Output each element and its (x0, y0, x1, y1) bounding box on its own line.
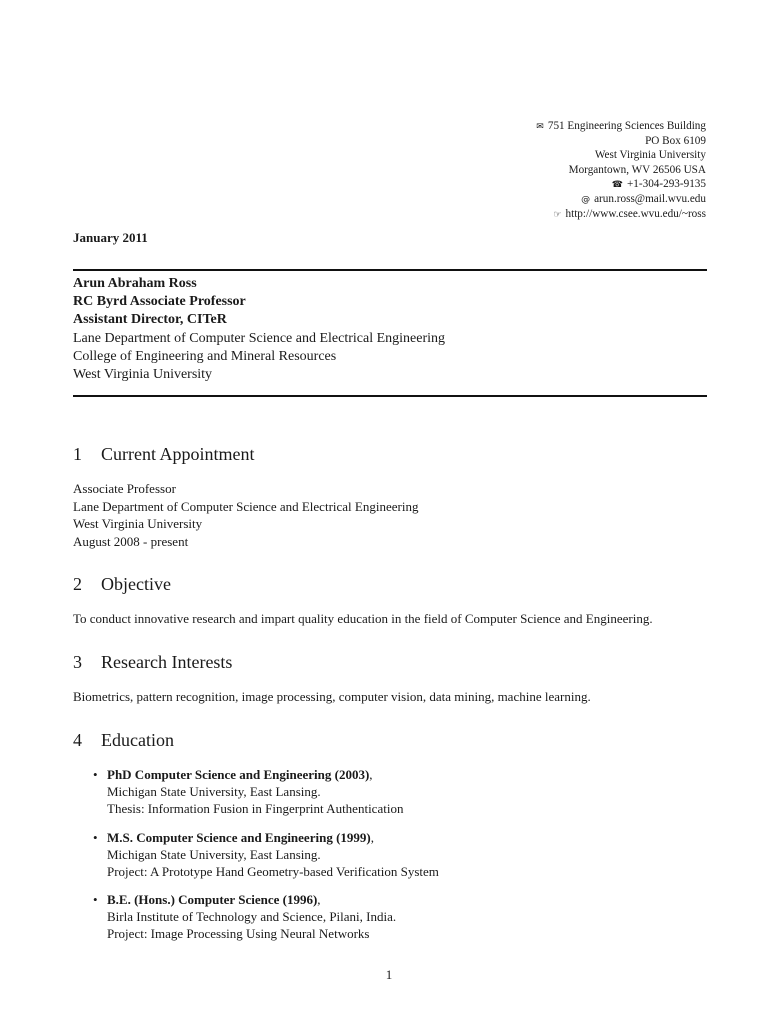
person-college: College of Engineering and Mineral Resources (73, 348, 337, 364)
section-title: Current Appointment (101, 444, 255, 464)
envelope-icon: ✉ (536, 122, 544, 132)
education-item: • M.S. Computer Science and Engineering (1999), Michigan State University, East Lansing. Project: A Prototype Hand Geometry-based Verification System (93, 829, 693, 881)
address-phone: +1-304-293-9135 (626, 177, 706, 190)
degree: M.S. Computer Science and Engineering (1999) (107, 830, 371, 845)
person-university: West Virginia University (73, 367, 213, 383)
current-appointment-body (73, 480, 418, 550)
address-building-line (536, 119, 706, 134)
contact-address-block (536, 119, 706, 222)
thesis-detail: Thesis: Information Fusion in Fingerprint Authentication (107, 801, 404, 817)
section-heading-research-interests (73, 652, 232, 673)
section-number: 2 (73, 574, 82, 594)
project-detail: Project: Image Processing Using Neural Networks (107, 926, 370, 942)
appointment-line: Associate Professor (73, 481, 176, 496)
address-city: Morgantown, WV 26506 USA (568, 163, 706, 176)
bottom-divider (73, 395, 707, 397)
address-website[interactable]: http://www.csee.wvu.edu/~ross (565, 208, 706, 221)
document-date: January 2011 (73, 230, 148, 245)
degree: PhD Computer Science and Engineering (2003) (107, 767, 370, 782)
top-divider (73, 269, 707, 271)
section-title: Education (101, 730, 174, 750)
section-number: 1 (73, 444, 82, 464)
institution: Michigan State University, East Lansing. (107, 847, 321, 863)
section-number: 4 (73, 730, 82, 750)
page-number: 1 (385, 967, 393, 982)
section-title: Research Interests (101, 652, 233, 672)
bullet: • (93, 892, 98, 907)
person-title-2: Assistant Director, CITeR (73, 312, 227, 328)
person-title-1: RC Byrd Associate Professor (73, 294, 246, 310)
project-detail: Project: A Prototype Hand Geometry-based Verification System (107, 864, 439, 880)
institution: Michigan State University, East Lansing. (107, 784, 321, 800)
at-icon: @ (581, 195, 591, 206)
address-university: West Virginia University (594, 149, 706, 162)
identity-block (73, 275, 445, 384)
education-item: • B.E. (Hons.) Computer Science (1996), Birla Institute of Technology and Science, Pilani, India. Project: Image Processing Using Neural Networks (93, 891, 693, 943)
section-title: Objective (101, 574, 171, 594)
address-building: 751 Engineering Sciences Building (547, 120, 706, 132)
research-interests-text: Biometrics, pattern recognition, image processing, computer vision, data mining, machine learning. (73, 689, 591, 704)
person-department: Lane Department of Computer Science and Electrical Engineering (73, 330, 446, 346)
address-email[interactable]: arun.ross@mail.wvu.edu (594, 193, 706, 206)
bullet: • (93, 830, 98, 845)
appointment-line: West Virginia University (73, 516, 203, 532)
objective-text: To conduct innovative research and impart quality education in the field of Computer Science and Engineering. (73, 611, 653, 626)
appointment-line: Lane Department of Computer Science and Electrical Engineering (73, 498, 419, 514)
address-website-line[interactable] (536, 207, 706, 222)
person-name: Arun Abraham Ross (73, 276, 197, 291)
section-heading-education (73, 730, 174, 751)
address-phone-line (536, 177, 706, 192)
address-email-line[interactable] (536, 192, 706, 207)
section-heading-current-appointment (73, 444, 254, 465)
phone-icon: ☎ (611, 179, 623, 190)
institution: Birla Institute of Technology and Science, Pilani, India. (107, 909, 397, 925)
bullet: • (93, 767, 98, 782)
degree: B.E. (Hons.) Computer Science (1996) (107, 892, 318, 907)
pointing-hand-icon: ☞ (553, 210, 562, 221)
education-item: • PhD Computer Science and Engineering (2003), Michigan State University, East Lansing. Thesis: Information Fusion in Fingerprint Authentication (93, 766, 693, 818)
appointment-line: August 2008 - present (73, 533, 189, 549)
section-heading-objective (73, 574, 171, 595)
section-number: 3 (73, 652, 82, 672)
address-po-box: PO Box 6109 (645, 135, 706, 148)
